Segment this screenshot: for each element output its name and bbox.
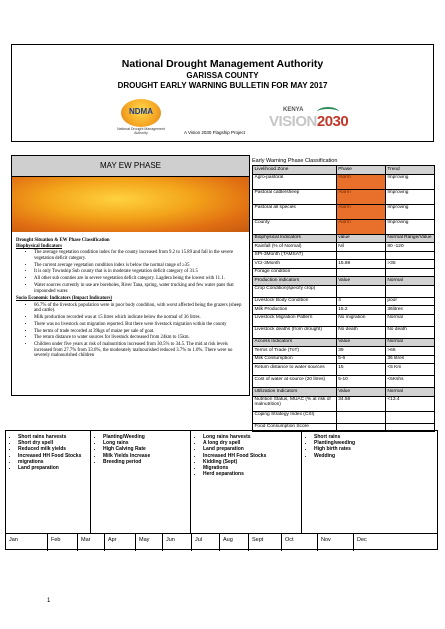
indicator-row <box>253 297 435 306</box>
zone-name: Agro-pastoral <box>253 174 337 189</box>
classification-table <box>252 165 435 432</box>
indicator-row <box>253 411 435 423</box>
indicator-name: VCI-3Month <box>253 260 337 269</box>
month-label: Feb <box>48 534 78 551</box>
month-label: Aug <box>220 534 249 551</box>
classification-title: Early Warning Phase Classification <box>252 158 338 164</box>
month-label: Jan <box>6 534 48 551</box>
indicator-row <box>253 260 435 269</box>
season-activity: • Wedding <box>314 453 439 459</box>
biophysical-list <box>16 250 245 294</box>
header-cell: Phase <box>336 166 385 175</box>
indicator-value: 15 <box>336 364 385 376</box>
indicator-value: 5-10 <box>336 376 385 388</box>
group-value-header: Value <box>336 338 385 347</box>
trend-cell: Improving <box>385 174 434 189</box>
flagship-text: A Vision 2030 Flagship Project <box>184 130 245 135</box>
socio-economic-item: • The return distance to water sources for livestock decreased from 24km to 15km. <box>34 335 245 341</box>
phase-cell: Alarm <box>336 189 385 204</box>
group-name: Biophysical Indicators <box>253 234 337 243</box>
summary-heading: Drought Situation & EW Phase Classification <box>16 238 110 243</box>
indicator-normal: No death <box>385 326 434 338</box>
zone-name: Pastoral cattle/sheep <box>253 189 337 204</box>
group-name: Production indicators <box>253 277 337 286</box>
season-activity: • Milk Yields Increase <box>103 453 190 459</box>
season-box <box>91 431 191 533</box>
indicator-normal <box>385 251 434 260</box>
indicator-value <box>336 411 385 423</box>
month-label: Nov <box>318 534 354 551</box>
month-label: Oct <box>282 534 318 551</box>
socio-economic-list <box>16 303 245 359</box>
biophysical-item: • It is only Township Sub county that is in moderate vegetation deficit category of 31.5 <box>34 269 245 275</box>
indicator-group-header <box>253 388 435 397</box>
season-activity: • High Calving Rate <box>103 446 190 452</box>
biophysical-item: • The average vegetation condition index for the county increased from 9.2 to 15.89 and fall in the severe vegetation deficit category. <box>34 250 245 261</box>
indicator-normal: <5 Km <box>385 364 434 376</box>
bulletin-title: DROUGHT EARLY WARNING BULLETIN FOR MAY 2017 <box>117 81 328 90</box>
indicator-row <box>253 376 435 388</box>
indicator-name: Food Consumption Score <box>253 423 337 432</box>
socio-economic-item: • 66.7% of the livestock population were in poor body condition, with worst affected being the grazers (sheep and cattle). <box>34 303 245 314</box>
trend-cell: Improving <box>385 189 434 204</box>
indicator-name: Cost of water at source (20 litres) <box>253 376 337 388</box>
indicator-value: 5-6 <box>336 355 385 364</box>
vision-2030-logo: KENYA VISION2030 <box>269 107 349 130</box>
month-label: May <box>136 534 163 551</box>
indicator-normal: 80 -120 <box>385 243 434 252</box>
seasonal-calendar <box>5 430 438 550</box>
season-activity: • Herd separations <box>203 471 301 477</box>
season-activity: • Short rains harvests <box>18 434 90 440</box>
livelihood-zone-row <box>253 204 435 219</box>
indicator-value: Nil <box>336 243 385 252</box>
indicator-normal <box>385 411 434 423</box>
season-activity: • Reduced milk yields <box>18 446 90 452</box>
classification-header-row <box>253 166 435 175</box>
indicator-group-header <box>253 277 435 286</box>
season-activity: • Long rains harvests <box>203 434 301 440</box>
group-name: Utilization Indicators <box>253 388 337 397</box>
indicator-name: Rainfall (% of Normal) <box>253 243 337 252</box>
header-cell: Trend <box>385 166 434 175</box>
socio-economic-item: • Children under five years at risk of malnutrition increased from 30.5% to 34.5. The mid at risk levels increased from 27.7% from 33.6%, the moderately malnourished reduced 3.7% to 1.0%. There were no severely malnourished children <box>34 342 245 359</box>
month-label: Mar <box>78 534 105 551</box>
indicator-normal <box>385 285 434 297</box>
indicator-value: 15.89 <box>336 260 385 269</box>
indicator-name: Livestock Migration Pattern <box>253 314 337 326</box>
indicator-normal: poor <box>385 297 434 306</box>
indicator-value: No death <box>336 326 385 338</box>
season-activity: • Increased HH Food Stocks <box>18 453 90 459</box>
livelihood-zone-row <box>253 174 435 189</box>
livelihood-zone-row <box>253 189 435 204</box>
indicator-name: Crop Condition(specify crop) <box>253 285 337 297</box>
trend-cell: Improving <box>385 219 434 234</box>
group-normal-header: Normal Range/Value <box>385 234 434 243</box>
group-normal-header: Normal <box>385 277 434 286</box>
season-activity: • Breeding period <box>103 459 190 465</box>
zone-name: Pastoral all species <box>253 204 337 219</box>
month-label: Jul <box>192 534 220 551</box>
indicator-row <box>253 355 435 364</box>
group-value-header: value <box>336 234 385 243</box>
indicator-value: 34.56 <box>336 396 385 411</box>
season-activity: • Land preparation <box>18 465 90 471</box>
socio-economic-item: • Milk production recorded was at 15 litres which indicate below the normal of 36 litres. <box>34 315 245 321</box>
season-box <box>191 431 302 533</box>
ew-phase-color-indicator <box>12 177 249 232</box>
ew-phase-panel <box>11 155 250 396</box>
season-activity: • Planting/Weeding <box>103 434 190 440</box>
indicator-name: Livestock Body Condition <box>253 297 337 306</box>
group-name: Access Indicators <box>253 338 337 347</box>
indicator-row <box>253 347 435 356</box>
biophysical-item: • All other sub counties are in severe vegetation deficit category. Lagdera being the lowest with 11.1. <box>34 276 245 282</box>
season-activity: • High birth rates <box>314 446 439 452</box>
indicator-row <box>253 268 435 277</box>
group-normal-header: Normal <box>385 338 434 347</box>
classification-panel <box>252 158 435 432</box>
indicator-normal: <5Kshs <box>385 376 434 388</box>
month-label: Sept <box>249 534 282 551</box>
indicator-value <box>336 285 385 297</box>
phase-cell: Alarm <box>336 219 385 234</box>
socio-economic-item: • The terms of trade recorded at 39kgs of maize per sale of goat. <box>34 329 245 335</box>
indicators-summary <box>16 238 245 361</box>
group-value-header: Value <box>336 388 385 397</box>
biophysical-heading: Biophysical Indicators <box>16 243 62 249</box>
season-activity: • A long dry spell <box>203 440 301 446</box>
indicator-name: Livestock deaths (from drought) <box>253 326 337 338</box>
season-activity: • Short dry spell <box>18 440 90 446</box>
season-activity: • Kidding (Sept) <box>203 459 301 465</box>
month-label: Jun <box>163 534 192 551</box>
season-activity: • Short rains <box>314 434 439 440</box>
group-normal-header: Normal <box>385 388 434 397</box>
indicator-row <box>253 396 435 411</box>
indicator-name: Coping Strategy Index (CSI) <box>253 411 337 423</box>
indicator-normal: 36 litres <box>385 355 434 364</box>
trend-cell: Improving <box>385 204 434 219</box>
indicator-normal: 36litres <box>385 306 434 315</box>
biophysical-item: • Water sources currently in use are boreholes, River Tana, spring, water trucking and few water pans that impounded water. <box>34 283 245 294</box>
season-activity: • Migrations <box>203 465 301 471</box>
indicator-name: Milk Production <box>253 306 337 315</box>
indicator-normal: >66 <box>385 347 434 356</box>
month-label: Dec <box>357 537 367 543</box>
indicator-normal: <13.4 <box>385 396 434 411</box>
indicator-row <box>253 364 435 376</box>
indicator-normal: Normal <box>385 314 434 326</box>
ew-phase-title: MAY EW PHASE <box>12 156 249 177</box>
indicator-name: Return distance to water sources <box>253 364 337 376</box>
indicator-normal <box>385 268 434 277</box>
indicator-row <box>253 251 435 260</box>
indicator-row <box>253 314 435 326</box>
indicator-normal: >35 <box>385 260 434 269</box>
biophysical-item: • The current average vegetation condition index is below the normal range of ≥35 <box>34 263 245 269</box>
socio-heading: Socio Economic Indicators (Impact Indicators) <box>16 296 112 302</box>
indicator-name: Milk Consumption <box>253 355 337 364</box>
phase-cell: Alarm <box>336 174 385 189</box>
season-box <box>6 431 91 533</box>
socio-economic-item: • There was no livestock out migration reported. But there were livestock migration within the county <box>34 322 245 328</box>
season-box <box>302 431 439 533</box>
indicator-name: Terms of Trade (ToT) <box>253 347 337 356</box>
indicator-name: Forage condition <box>253 268 337 277</box>
indicator-value <box>336 268 385 277</box>
season-activity: • Planting/weeding <box>314 440 439 446</box>
indicator-value: 39 <box>336 347 385 356</box>
indicator-value: 4 <box>336 297 385 306</box>
phase-cell: Alarm <box>336 204 385 219</box>
bulletin-header <box>11 44 434 142</box>
zone-name: County <box>253 219 337 234</box>
indicator-name: Nutrition Status, MUAC (% at risk of malnutrition) <box>253 396 337 411</box>
ndma-logo: NDMA National Drought Management Authority <box>117 99 165 135</box>
indicator-value: 15.2 <box>336 306 385 315</box>
indicator-row <box>253 326 435 338</box>
page-number: 1 <box>47 598 51 604</box>
indicator-row <box>253 306 435 315</box>
indicator-value: No migration <box>336 314 385 326</box>
season-activity: • Land preparation <box>203 446 301 452</box>
month-row <box>6 533 437 551</box>
indicator-row <box>253 243 435 252</box>
season-activity: • Increased HH Food Stocks <box>203 453 301 459</box>
month-label: Apr <box>105 534 136 551</box>
season-activity: • migrations <box>18 459 90 465</box>
indicator-group-header <box>253 338 435 347</box>
group-value-header: Value <box>336 277 385 286</box>
indicator-row <box>253 285 435 297</box>
county-name: GARISSA COUNTY <box>186 71 259 80</box>
indicator-name: SPI-3Month (TAMSAT) <box>253 251 337 260</box>
indicator-value <box>336 251 385 260</box>
authority-title: National Drought Management Authority <box>121 58 324 70</box>
indicator-group-header <box>253 234 435 243</box>
livelihood-zone-row <box>253 219 435 234</box>
header-cell: Livelihood Zone <box>253 166 337 175</box>
season-activity: • Long rains <box>103 440 190 446</box>
